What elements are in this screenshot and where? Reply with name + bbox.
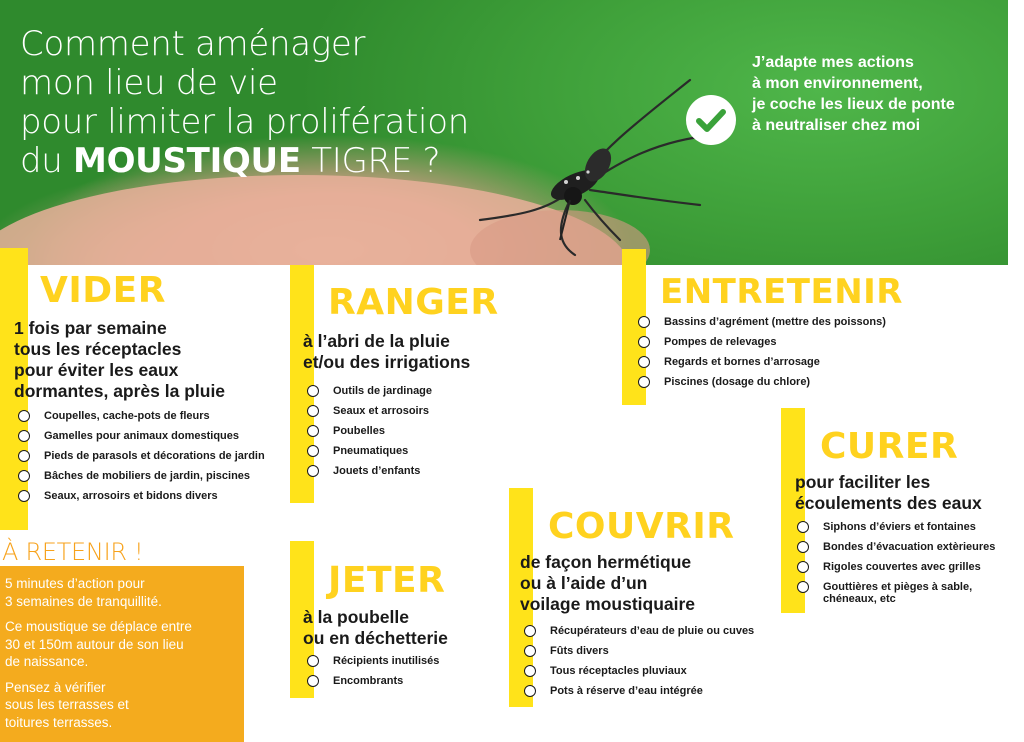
checkbox-circle-icon[interactable] bbox=[18, 470, 30, 482]
checklist-item-label: Encombrants bbox=[333, 675, 404, 687]
curer-subtitle-line: écoulements des eaux bbox=[795, 493, 982, 513]
checkbox-circle-icon[interactable] bbox=[797, 561, 809, 573]
couvrir-title: COUVRIR bbox=[548, 506, 735, 547]
checkbox-circle-icon[interactable] bbox=[18, 430, 30, 442]
checkbox-circle-icon[interactable] bbox=[18, 490, 30, 502]
checklist-item[interactable] bbox=[524, 625, 754, 645]
checklist-item-label: Seaux, arrosoirs et bidons divers bbox=[44, 490, 218, 502]
checklist-item[interactable] bbox=[18, 450, 265, 470]
tagline-line: à mon environnement, bbox=[752, 75, 923, 92]
checklist-item[interactable] bbox=[18, 410, 265, 430]
jeter-checklist bbox=[307, 655, 439, 695]
checklist-item-label: Récupérateurs d’eau de pluie ou cuves bbox=[550, 625, 755, 637]
checklist-item[interactable] bbox=[638, 336, 886, 356]
retenir-box bbox=[0, 566, 244, 742]
checklist-item-label: Rigoles couvertes avec grilles bbox=[823, 561, 981, 573]
checkbox-circle-icon[interactable] bbox=[307, 425, 319, 437]
ranger-subtitle-line: et/ou des irrigations bbox=[303, 352, 471, 372]
checklist-item-label bbox=[823, 581, 972, 605]
hero-title-line: mon lieu de vie bbox=[20, 63, 278, 103]
checkbox-circle-icon[interactable] bbox=[307, 445, 319, 457]
retenir-line: Pensez à vérifier bbox=[5, 679, 106, 695]
checklist-item-label: Bondes d’évacuation extèrieures bbox=[823, 541, 996, 553]
checklist-item-label: Bassins d’agrément (mettre des poissons) bbox=[664, 316, 886, 328]
curer-checklist bbox=[797, 521, 995, 615]
retenir-line: toitures terrasses. bbox=[5, 714, 113, 730]
checklist-item[interactable] bbox=[797, 541, 995, 561]
checkbox-circle-icon[interactable] bbox=[524, 625, 536, 637]
hero-banner bbox=[0, 0, 1008, 265]
checkbox-circle-icon[interactable] bbox=[307, 655, 319, 667]
tagline-line: J’adapte mes actions bbox=[752, 54, 914, 71]
jeter-subtitle bbox=[303, 607, 448, 649]
checkbox-circle-icon[interactable] bbox=[307, 385, 319, 397]
checklist-item-label: Pieds de parasols et décorations de jardin bbox=[44, 450, 265, 462]
checkbox-circle-icon[interactable] bbox=[307, 675, 319, 687]
checklist-item[interactable] bbox=[18, 430, 265, 450]
tagline-line: je coche les lieux de ponte bbox=[752, 96, 955, 113]
checkbox-circle-icon[interactable] bbox=[307, 465, 319, 477]
curer-subtitle bbox=[795, 472, 982, 514]
checklist-item-label: Pots à réserve d’eau intégrée bbox=[550, 685, 703, 697]
ranger-subtitle-line: à l’abri de la pluie bbox=[303, 331, 450, 351]
couvrir-subtitle-line: ou à l’aide d’un bbox=[520, 573, 648, 593]
checkbox-circle-icon[interactable] bbox=[18, 410, 30, 422]
checklist-item[interactable] bbox=[307, 445, 432, 465]
hero-title bbox=[20, 25, 480, 181]
checklist-item-label: Gamelles pour animaux domestiques bbox=[44, 430, 240, 442]
vider-checklist bbox=[18, 410, 265, 510]
checklist-item[interactable] bbox=[797, 521, 995, 541]
checklist-item-label: Bâches de mobiliers de jardin, piscines bbox=[44, 470, 251, 482]
checklist-item-label: Pneumatiques bbox=[333, 445, 409, 457]
vider-subtitle-line: tous les réceptacles bbox=[14, 339, 182, 359]
checkbox-circle-icon[interactable] bbox=[638, 356, 650, 368]
vider-subtitle bbox=[14, 318, 225, 402]
hero-title-strong: MOUSTIQUE bbox=[73, 141, 301, 181]
tagline-line: à neutraliser chez moi bbox=[752, 117, 921, 134]
checklist-item[interactable] bbox=[638, 376, 886, 396]
retenir-paragraph bbox=[5, 575, 234, 610]
checklist-item-label: Jouets d’enfants bbox=[333, 465, 421, 477]
checklist-item-label-line: chéneaux, etc bbox=[823, 593, 896, 605]
retenir-line: de naissance. bbox=[5, 654, 89, 669]
ranger-subtitle bbox=[303, 331, 470, 373]
couvrir-checklist bbox=[524, 625, 754, 705]
ranger-checklist bbox=[307, 385, 432, 485]
couvrir-subtitle bbox=[520, 552, 695, 615]
ranger-title: RANGER bbox=[328, 282, 499, 323]
entretenir-title: ENTRETENIR bbox=[660, 272, 903, 312]
hero-title-line: Comment aménager bbox=[20, 24, 366, 64]
checkbox-circle-icon[interactable] bbox=[524, 685, 536, 697]
checkbox-circle-icon[interactable] bbox=[524, 665, 536, 677]
retenir-line: 30 et 150m autour de son lieu bbox=[5, 636, 184, 652]
checklist-item[interactable] bbox=[638, 316, 886, 336]
hero-title-line: pour limiter la prolifération bbox=[20, 102, 469, 142]
checklist-item[interactable] bbox=[18, 490, 265, 510]
checkbox-circle-icon[interactable] bbox=[638, 336, 650, 348]
jeter-subtitle-line: ou en déchetterie bbox=[303, 628, 448, 648]
checklist-item[interactable] bbox=[307, 385, 432, 405]
retenir-line: 3 semaines de tranquillité. bbox=[5, 593, 162, 609]
checklist-item[interactable] bbox=[524, 685, 754, 705]
checklist-item-label: Coupelles, cache-pots de fleurs bbox=[44, 410, 210, 422]
check-circle-icon bbox=[686, 95, 736, 145]
checklist-item-label: Seaux et arrosoirs bbox=[333, 405, 429, 417]
checklist-item[interactable] bbox=[307, 405, 432, 425]
checklist-item[interactable] bbox=[797, 561, 995, 581]
curer-title: CURER bbox=[820, 426, 959, 467]
checklist-item-label: Fûts divers bbox=[550, 645, 609, 657]
checklist-item-label: Piscines (dosage du chlore) bbox=[664, 376, 811, 388]
checklist-item-label: Pompes de relevages bbox=[664, 336, 777, 348]
checklist-item-label-line: Gouttières et pièges à sable, bbox=[823, 581, 973, 593]
checklist-item[interactable] bbox=[307, 465, 432, 485]
checkbox-circle-icon[interactable] bbox=[18, 450, 30, 462]
retenir-paragraph bbox=[5, 679, 234, 732]
checkbox-circle-icon[interactable] bbox=[524, 645, 536, 657]
hero-title-line bbox=[20, 142, 480, 181]
vider-title: VIDER bbox=[40, 270, 166, 311]
checkbox-circle-icon[interactable] bbox=[638, 376, 650, 388]
checkbox-circle-icon[interactable] bbox=[797, 521, 809, 533]
checklist-item-label: Récipients inutilisés bbox=[333, 655, 440, 667]
retenir-title: À RETENIR ! bbox=[2, 538, 144, 566]
entretenir-checklist bbox=[638, 316, 886, 396]
vider-subtitle-line: dormantes, après la pluie bbox=[14, 381, 226, 401]
checklist-item[interactable] bbox=[638, 356, 886, 376]
checklist-item-label: Outils de jardinage bbox=[333, 385, 433, 397]
jeter-title: JETER bbox=[328, 560, 446, 601]
jeter-subtitle-line: à la poubelle bbox=[303, 607, 409, 627]
couvrir-subtitle-line: de façon hermétique bbox=[520, 552, 692, 572]
checklist-item-label: Regards et bornes d’arrosage bbox=[664, 356, 820, 368]
checkbox-circle-icon[interactable] bbox=[797, 581, 809, 593]
checklist-item[interactable] bbox=[797, 581, 995, 615]
checkbox-circle-icon[interactable] bbox=[307, 405, 319, 417]
checklist-item-label: Poubelles bbox=[333, 425, 385, 437]
retenir-line: sous les terrasses et bbox=[5, 697, 129, 712]
vider-subtitle-line: 1 fois par semaine bbox=[14, 318, 167, 338]
vider-subtitle-line: pour éviter les eaux bbox=[14, 360, 179, 380]
hero-title-prefix: du bbox=[20, 141, 74, 181]
checklist-item[interactable] bbox=[18, 470, 265, 490]
checklist-item-label: Siphons d’éviers et fontaines bbox=[823, 521, 976, 533]
checklist-item-label: Tous réceptacles pluviaux bbox=[550, 665, 687, 677]
hero-tagline bbox=[752, 52, 1008, 136]
checklist-item[interactable] bbox=[307, 655, 439, 675]
retenir-paragraph bbox=[5, 618, 234, 671]
checklist-item[interactable] bbox=[307, 675, 439, 695]
curer-subtitle-line: pour faciliter les bbox=[795, 472, 931, 492]
checkbox-circle-icon[interactable] bbox=[797, 541, 809, 553]
checklist-item[interactable] bbox=[524, 645, 754, 665]
checklist-item[interactable] bbox=[524, 665, 754, 685]
checklist-item[interactable] bbox=[307, 425, 432, 445]
checkbox-circle-icon[interactable] bbox=[638, 316, 650, 328]
couvrir-subtitle-line: voilage moustiquaire bbox=[520, 594, 696, 614]
hero-title-suffix: TIGRE ? bbox=[300, 141, 441, 181]
retenir-line: 5 minutes d’action pour bbox=[5, 576, 145, 591]
retenir-line: Ce moustique se déplace entre bbox=[5, 619, 192, 634]
